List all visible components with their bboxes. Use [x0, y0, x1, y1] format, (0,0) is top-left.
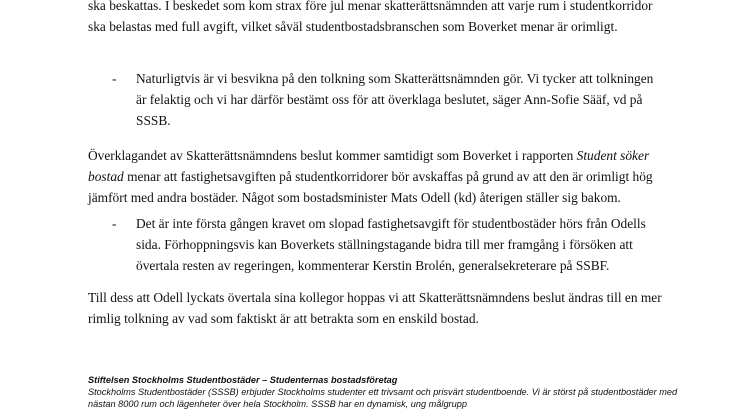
quote-dash-marker: -: [112, 216, 117, 231]
quote-dash-marker: -: [112, 71, 117, 86]
paragraph-appeal-start: Överklagandet av Skatterättsnämndens beslut kommer samtidigt som Boverket i rapporten: [88, 148, 577, 163]
quote-ann-sofie-saaf: Naturligtvis är vi besvikna på den tolkning som Skatterättsnämnden gör. Vi tycker att tolkningen är felaktig och vi har därför bestämt oss för att överklaga beslutet, säger Ann-Sofie Sääf, vd på SSSB.: [136, 71, 654, 128]
report-title: Student söker bostad: [88, 148, 650, 184]
paragraph-conclusion: Till dess att Odell lyckats övertala sina kollegor hoppas vi att Skatterättsnämndens beslut ändras till en mer rimlig tolkning av vad som faktiskt är att betrakta som en enskild bostad.: [88, 290, 662, 326]
footer-title: Stiftelsen Stockholms Studentbostäder – Studenternas bostadsföretag: [88, 375, 398, 385]
footer-body: Stockholms Studentbostäder (SSSB) erbjuder Stockholms studenter ett trivsamt och prisvärt studentboende. Vi är störst på studentbostäder med nästan 8000 rum och lägenheter över hela Stockholm. SSSB har en dynamisk, ung målgrupp: [88, 387, 678, 409]
paragraph-intro-continued: ska beskattas. I beskedet som kom strax före jul menar skatterättsnämnden att varje rum i studentkorridor ska belastas med full avgift, vilket såväl studentbostadsbranschen som Boverket menar är orimligt.: [88, 0, 653, 34]
paragraph-appeal: [88, 145, 668, 208]
paragraph-appeal-end: menar att fastighetsavgiften på studentkorridorer bör avskaffas på grund av att den är orimligt hög jämfört med andra bostäder. Något som bostadsminister Mats Odell (kd) återigen ställer sig bakom.: [88, 169, 653, 205]
quote-kerstin-brolen: Det är inte första gången kravet om slopad fastighetsavgift för studentbostäder hörs från Odells sida. Förhoppningsvis kan Boverkets ställningstagande bidra till mer framgång i försöken att övertala resten av regeringen, kommenterar Kerstin Brolén, generalsekreterare på SSBF.: [136, 216, 646, 273]
